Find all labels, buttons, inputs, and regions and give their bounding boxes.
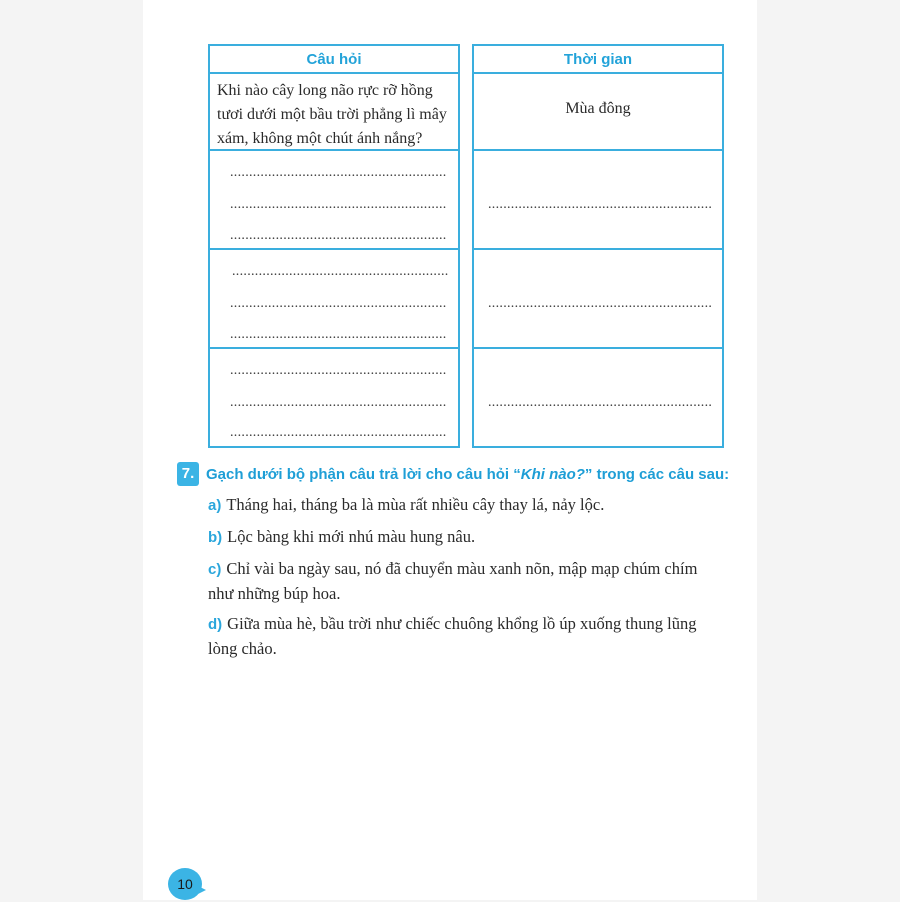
item-label: c) — [208, 561, 222, 578]
question-row-4[interactable] — [210, 349, 458, 445]
question-line: xám, không một chút ánh nắng? — [217, 130, 423, 147]
item-label: b) — [208, 529, 223, 546]
dotted-answer-line[interactable]: ......................................................... — [230, 363, 447, 378]
item-text: Lộc bàng khi mới nhú màu hung nâu. — [227, 527, 476, 546]
item-text-continued: lòng chảo. — [208, 639, 277, 658]
dotted-answer-line[interactable]: ......................................................... — [230, 165, 447, 180]
exercise-title — [177, 462, 729, 486]
question-text — [210, 74, 458, 151]
item-label: a) — [208, 497, 222, 514]
exercise-number-badge: 7. — [177, 462, 199, 486]
exercise-item-b — [208, 525, 728, 550]
time-column-table — [472, 44, 724, 448]
question-row-3[interactable] — [210, 250, 458, 349]
time-row-2[interactable] — [474, 151, 722, 250]
item-label: d) — [208, 616, 223, 633]
item-text: Tháng hai, tháng ba là mùa rất nhiều cây thay lá, nảy lộc. — [226, 495, 605, 514]
exercise-item-d — [208, 612, 728, 661]
question-column-table — [208, 44, 460, 448]
time-row-1 — [474, 74, 722, 151]
question-line: Khi nào cây long não rực rỡ hồng — [217, 82, 433, 99]
time-answer: Mùa đông — [565, 100, 631, 117]
item-text-continued: như những búp hoa. — [208, 584, 341, 603]
time-row-3[interactable] — [474, 250, 722, 349]
item-text: Giữa mùa hè, bầu trời như chiếc chuông khổng lồ úp xuống thung lũng — [227, 614, 697, 633]
question-row-1 — [210, 74, 458, 151]
exercise-instruction: Gạch dưới bộ phận câu trả lời cho câu hỏi “Khi nào?” trong các câu sau: — [206, 465, 730, 483]
dotted-answer-line[interactable]: ........................................................... — [488, 395, 713, 410]
page-number-badge — [168, 868, 204, 902]
item-text: Chỉ vài ba ngày sau, nó đã chuyển màu xanh nõn, mập mạp chúm chím — [226, 559, 698, 578]
dotted-answer-line[interactable]: ........................................................... — [488, 197, 713, 212]
question-line: tươi dưới một bầu trời phẳng lì mây — [217, 106, 447, 123]
time-column-header: Thời gian — [474, 46, 722, 74]
dotted-answer-line[interactable]: ......................................................... — [230, 296, 447, 311]
dotted-answer-line[interactable]: ......................................................... — [232, 264, 449, 279]
time-row-4[interactable] — [474, 349, 722, 445]
question-row-2[interactable] — [210, 151, 458, 250]
dotted-answer-line[interactable]: ......................................................... — [230, 228, 447, 243]
dotted-answer-line[interactable]: ........................................................... — [488, 296, 713, 311]
exercise-item-c — [208, 557, 728, 606]
dotted-answer-line[interactable]: ......................................................... — [230, 425, 447, 440]
dotted-answer-line[interactable]: ......................................................... — [230, 197, 447, 212]
dotted-answer-line[interactable]: ......................................................... — [230, 395, 447, 410]
question-column-header: Câu hỏi — [210, 46, 458, 74]
dotted-answer-line[interactable]: ......................................................... — [230, 327, 447, 342]
page-number: 10 — [177, 876, 193, 892]
exercise-item-a — [208, 493, 728, 518]
